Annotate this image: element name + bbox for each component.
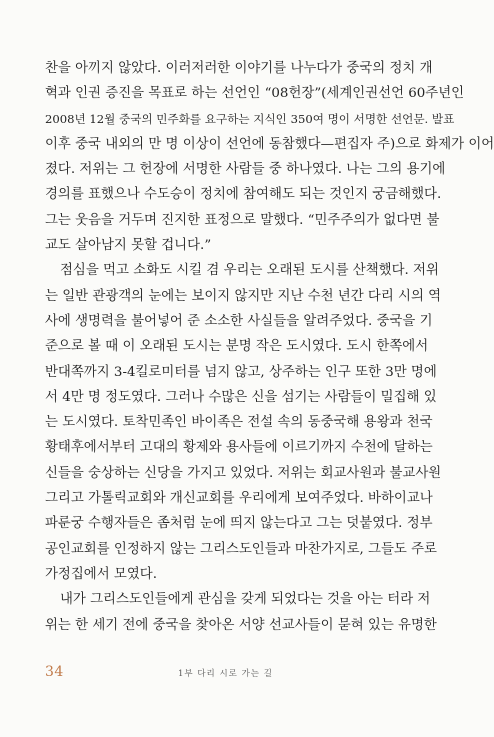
text-line: 경의를 표했으나 수도승이 정치에 참여해도 되는 것인지 궁금해했다. xyxy=(45,187,442,203)
text-line: 황태후에서부터 고대의 황제와 용사들에 이르기까지 수천에 달하는 xyxy=(45,440,433,456)
text-line: 점심을 먹고 소화도 시킬 겸 우리는 오래된 도시를 산책했다. 저위 xyxy=(60,263,439,279)
page-number: 34 xyxy=(45,664,64,680)
text-line: 2008년 12월 중국의 민주화를 요구하는 지식인 350여 명이 서명한 선언문. 발표 xyxy=(45,111,455,126)
text-line: 그는 웃음을 거두며 진지한 표정으로 말했다. “민주주의가 없다면 불 xyxy=(45,212,440,228)
running-footer-chapter-title: 1부 다리 시로 가는 길 xyxy=(178,669,273,679)
text-line: 공인교회를 인정하지 않는 그리스도인들과 마찬가지로, 그들도 주로 xyxy=(45,541,437,557)
text-line: 사에 생명력을 불어넣어 준 소소한 사실들을 알려주었다. 중국을 기 xyxy=(45,313,433,329)
text-line: 이후 중국 내외의 만 명 이상이 선언에 동참했다—편집자 주)으로 화제가 이어 xyxy=(45,136,494,152)
text-line: 준으로 볼 때 이 오래된 도시는 분명 작은 도시였다. 도시 한쪽에서 xyxy=(45,339,429,355)
text-line: 는 도시였다. 토착민족인 바이족은 전설 속의 동중국해 용왕과 천국 xyxy=(45,415,433,431)
text-line: 그리고 가톨릭교회와 개신교회를 우리에게 보여주었다. 바하이교나 xyxy=(45,491,433,507)
text-line: 내가 그리스도인들에게 관심을 갖게 되었다는 것을 아는 터라 저 xyxy=(60,592,431,608)
text-line: 찬을 아끼지 않았다. 이러저러한 이야기를 나누다가 중국의 정치 개 xyxy=(45,61,433,76)
text-line: 혁과 인권 증진을 목표로 하는 선언인 “08헌장”(세계인권선언 60주년인 xyxy=(45,86,465,102)
text-line: 가정집에서 모였다. xyxy=(45,566,157,582)
text-line: 파룬궁 수행자들은 좀처럼 눈에 띄지 않는다고 그는 덧붙였다. 정부 xyxy=(45,516,433,532)
text-line: 신들을 숭상하는 신당을 가지고 있었다. 저위는 회교사원과 불교사원 xyxy=(45,465,442,481)
text-line: 서 4만 명 정도였다. 그러나 수많은 신을 섬기는 사람들이 밀집해 있 xyxy=(45,389,437,405)
text-line: 위는 한 세기 전에 중국을 찾아온 서양 선교사들이 묻혀 있는 유명한 xyxy=(45,617,437,633)
text-line: 졌다. 저위는 그 헌장에 서명한 사람들 중 하나였다. 나는 그의 용기에 xyxy=(45,162,446,178)
text-line: 는 일반 관광객의 눈에는 보이지 않지만 지난 수천 년간 다리 시의 역 xyxy=(45,288,442,304)
text-line: 반대쪽까지 3-4킬로미터를 넘지 않고, 상주하는 인구 또한 3만 명에 xyxy=(45,364,437,380)
text-line: 교도 살아남지 못할 겁니다.” xyxy=(45,238,212,254)
body-text xyxy=(45,56,494,638)
